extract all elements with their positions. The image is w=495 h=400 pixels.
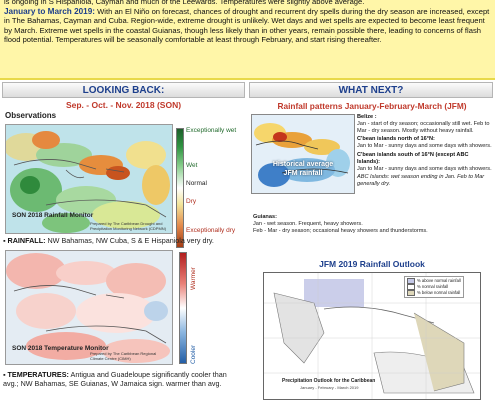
jfm-title: Rainfall patterns January-February-March (JFM) — [277, 101, 467, 111]
historical-rainfall-map — [251, 114, 355, 194]
note-belize: Belize : Jan - start of dry season; occasionally still wet. Feb to Mar - dry season. Mostly without heavy rainfall. — [357, 114, 490, 134]
legend-warmer: Warmer — [190, 267, 197, 290]
temperature-map-caption: SON 2018 Temperature Monitor — [12, 345, 109, 352]
guianas-jan: Jan - wet season. Frequent, heavy showers. — [253, 220, 363, 227]
outlook-subcaption: January - February - March 2019 — [300, 385, 359, 390]
legend-normal-rain: % normal rainfall — [407, 284, 461, 290]
rainfall-summary: ▪ RAINFALL: NW Bahamas, NW Cuba, S & E Hispaniola very dry. — [3, 236, 214, 245]
note-abc-islands: ABC Islands: wet season ending in Jan. Feb to Mar generally dry. — [357, 174, 485, 188]
observations-label: Observations — [5, 111, 57, 120]
legend-exceptionally-wet: Exceptionally wet — [186, 127, 237, 134]
rainfall-outlook-map — [263, 272, 481, 400]
outlook-paragraph — [4, 7, 491, 45]
outlook-title: JFM 2019 Rainfall Outlook — [319, 259, 425, 269]
regional-rainfall-notes — [357, 114, 493, 188]
summary-line: is ongoing in S Hispaniola, Cayman and much of the Leewards. Temperatures were slightly above average. — [4, 0, 365, 6]
season-title: Sep. - Oct. - Nov. 2018 (SON) — [65, 100, 182, 110]
looking-back-header: LOOKING BACK: — [2, 82, 245, 98]
looking-back-column — [0, 82, 247, 400]
note-south-16: C'bean islands south of 16°N (except ABC Islands): Jan to Mar - sunny days and some days with showers. — [357, 151, 492, 172]
legend-below-normal: % below normal rainfall — [407, 290, 461, 296]
legend-wet: Wet — [186, 162, 198, 169]
rainfall-monitor-map — [5, 124, 173, 234]
summary-banner — [0, 0, 495, 80]
temperature-summary: ▪ TEMPERATURES: Antigua and Guadeloupe significantly cooler than avg.; NW Bahamas, SE Guianas, W Jamaica sign. warmer than avg. — [3, 370, 227, 388]
temperature-map-credit: Prepared by The Caribbean Regional Climate Centre (CIMH) — [90, 351, 157, 361]
guianas-head: Guianas: — [253, 214, 277, 220]
outlook-text: With an El Niño on forecast, chances of drought and recurrent dry spells during the dry season are increased, except in The Bahamas, Cayman and Cuba. Region-wide, extreme drought is unlikely. Wet days and wet spells are expected to become least frequent by March. Extreme wet spells in the coastal Guianas, though less likely than in other years, remain possible there, leading to concerns of flash flood potential. Temperatures will be seasonally comfortable at least through February, and start rising thereafter. — [4, 6, 490, 45]
guianas-feb-mar: Feb - Mar - dry season; occasional heavy showers and thunderstorms. — [253, 227, 428, 234]
temperature-label: TEMPERATURES: — [7, 370, 69, 379]
rainfall-map-credit: Prepared by The Caribbean Drought and Precipitation Monitoring Network (CDPMN) — [90, 221, 167, 231]
rainfall-text: NW Bahamas, NW Cuba, S & E Hispaniola very dry. — [47, 236, 214, 245]
legend-normal: Normal — [186, 180, 207, 187]
rainfall-map-caption: SON 2018 Rainfall Monitor — [12, 212, 94, 219]
temperature-monitor-map — [5, 250, 173, 365]
legend-exceptionally-dry: Exceptionally dry — [186, 227, 236, 234]
note-guianas — [253, 214, 493, 234]
legend-above-normal: % above normal rainfall — [407, 278, 461, 284]
outlook-caption: Precipitation Outlook for the Caribbean — [282, 378, 376, 384]
rainfall-legend-scale — [176, 128, 184, 248]
temperature-text: Antigua and Guadeloupe significantly cooler than avg.; NW Bahamas, SE Guianas, W Jamaica sign. warmer than avg. — [3, 370, 227, 388]
what-next-column — [249, 82, 495, 400]
note-north-16: C'bean islands north of 16°N: Jan to Mar - sunny days and some days with showers. — [357, 136, 492, 150]
outlook-legend — [404, 276, 464, 298]
historical-map-svg — [252, 115, 354, 193]
rainfall-label: RAINFALL: — [7, 236, 46, 245]
historical-map-label-2: JFM rainfall — [283, 170, 323, 177]
outlook-lead: January to March 2019: — [4, 6, 96, 16]
legend-cooler: Cooler — [190, 344, 197, 364]
temperature-legend-scale — [179, 252, 187, 364]
legend-dry: Dry — [186, 198, 197, 205]
historical-map-label-1: Historical average — [272, 161, 334, 168]
what-next-header: WHAT NEXT? — [249, 82, 493, 98]
